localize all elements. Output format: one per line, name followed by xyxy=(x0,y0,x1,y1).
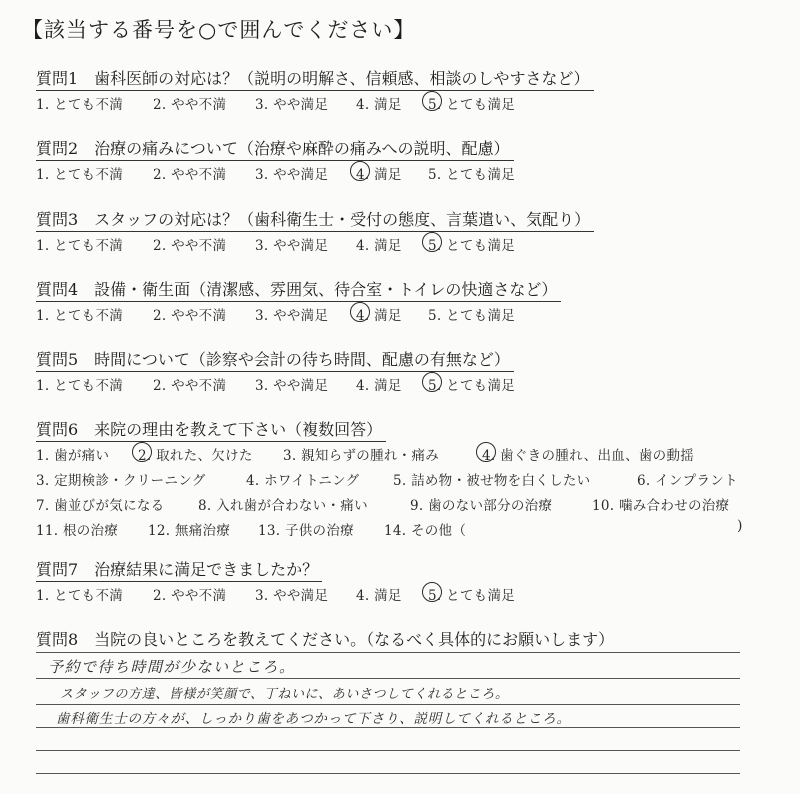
q7-option-2[interactable]: 2. やや不満 xyxy=(153,588,227,604)
question-2 xyxy=(36,136,514,161)
q4-option-2[interactable]: 2. やや不満 xyxy=(153,308,227,324)
q6-option-fillings[interactable]: 5. 詰め物・被せ物を白くしたい xyxy=(393,473,591,489)
q5-option-5[interactable]: 5. とても満足 xyxy=(428,378,516,394)
q2-option-1[interactable]: 1. とても不満 xyxy=(36,167,124,183)
q4-option-3[interactable]: 3. やや満足 xyxy=(255,308,329,324)
q1-option-4[interactable]: 4. 満足 xyxy=(356,97,402,113)
q6-other-close-paren: ) xyxy=(737,518,743,534)
q7-option-3[interactable]: 3. やや満足 xyxy=(255,588,329,604)
q6-option-4[interactable]: 4. 歯ぐきの腫れ、出血、歯の動揺 xyxy=(482,448,695,464)
question-8-title: 質問8 当院の良いところを教えてください。（なるべく具体的にお願いします） xyxy=(36,630,615,649)
question-5 xyxy=(36,347,514,372)
question-5-title: 質問5 時間について（診察や会計の待ち時間、配慮の有無など） xyxy=(36,347,514,372)
q3-option-5[interactable]: 5. とても満足 xyxy=(428,238,516,254)
question-2-title: 質問2 治療の痛みについて（治療や麻酔の痛みへの説明、配慮） xyxy=(36,136,514,161)
q1-selection-circle xyxy=(422,91,442,111)
q5-option-4[interactable]: 4. 満足 xyxy=(356,378,402,394)
question-1-title: 質問1 歯科医師の対応は？（説明の明解さ、信頼感、相談のしやすさなど） xyxy=(36,66,594,91)
q3-option-2[interactable]: 2. やや不満 xyxy=(153,238,227,254)
q6-option-14-other[interactable]: 14. その他（ xyxy=(384,523,467,539)
q5-option-1[interactable]: 1. とても不満 xyxy=(36,378,124,394)
question-7 xyxy=(36,557,322,582)
q1-option-3[interactable]: 3. やや満足 xyxy=(255,97,329,113)
answer-line-1 xyxy=(36,652,740,653)
q7-option-1[interactable]: 1. とても不満 xyxy=(36,588,124,604)
q5-selection-circle xyxy=(422,372,442,392)
answer-line-3 xyxy=(36,704,740,705)
handwritten-answer-2: スタッフの方達、皆様が笑顔で、丁ねいに、あいさつしてくれるところ。 xyxy=(60,687,509,702)
question-8 xyxy=(36,627,618,651)
question-7-title: 質問7 治療結果に満足できましたか？ xyxy=(36,557,322,582)
question-3-title: 質問3 スタッフの対応は？（歯科衛生士・受付の態度、言葉遣い、気配り） xyxy=(36,207,594,232)
q2-selection-circle xyxy=(350,161,370,181)
q6-selection-circle-2 xyxy=(132,442,152,462)
q6-option-whitening[interactable]: 4. ホワイトニング xyxy=(246,473,360,489)
q1-option-1[interactable]: 1. とても不満 xyxy=(36,97,124,113)
q6-selection-circle-4 xyxy=(476,442,496,462)
handwritten-answer-1: 予約で待ち時間が少ないところ。 xyxy=(48,658,296,676)
q6-option-12[interactable]: 12. 無痛治療 xyxy=(148,523,231,539)
q5-option-3[interactable]: 3. やや満足 xyxy=(255,378,329,394)
q3-selection-circle xyxy=(422,232,442,252)
q4-option-1[interactable]: 1. とても不満 xyxy=(36,308,124,324)
question-1 xyxy=(36,66,594,91)
q1-option-5[interactable]: 5. とても満足 xyxy=(428,97,516,113)
q6-option-1[interactable]: 1. 歯が痛い xyxy=(36,448,110,464)
handwritten-answer-3: 歯科衛生士の方々が、しっかり歯をあつかって下さり、説明してくれるところ。 xyxy=(56,711,571,727)
q2-option-4[interactable]: 4. 満足 xyxy=(356,167,402,183)
question-4-title: 質問4 設備・衛生面（清潔感、雰囲気、待合室・トイレの快適さなど） xyxy=(36,277,561,302)
answer-line-2 xyxy=(36,678,740,679)
q1-option-2[interactable]: 2. やや不満 xyxy=(153,97,227,113)
q4-option-4[interactable]: 4. 満足 xyxy=(356,308,402,324)
q3-option-3[interactable]: 3. やや満足 xyxy=(255,238,329,254)
q7-selection-circle xyxy=(422,582,442,602)
q6-option-11[interactable]: 11. 根の治療 xyxy=(36,523,119,539)
page-header: 【該当する番号を○で囲んでください】 xyxy=(22,18,416,42)
q3-option-1[interactable]: 1. とても不満 xyxy=(36,238,124,254)
question-4 xyxy=(36,277,561,302)
q6-option-3[interactable]: 3. 親知らずの腫れ・痛み xyxy=(283,448,440,464)
answer-line-5 xyxy=(36,750,740,751)
q4-selection-circle xyxy=(350,302,370,322)
q4-option-5[interactable]: 5. とても満足 xyxy=(428,308,516,324)
q2-option-2[interactable]: 2. やや不満 xyxy=(153,167,227,183)
question-6-title: 質問6 来院の理由を教えて下さい（複数回答） xyxy=(36,417,386,442)
q2-option-3[interactable]: 3. やや満足 xyxy=(255,167,329,183)
q7-option-5[interactable]: 5. とても満足 xyxy=(428,588,516,604)
q6-option-checkup[interactable]: 3. 定期検診・クリーニング xyxy=(36,473,206,489)
q6-option-8[interactable]: 8. 入れ歯が合わない・痛い xyxy=(198,498,368,514)
q6-option-10[interactable]: 10. 噛み合わせの治療 xyxy=(592,498,730,514)
answer-line-6 xyxy=(36,773,740,774)
q2-option-5[interactable]: 5. とても満足 xyxy=(428,167,516,183)
question-6 xyxy=(36,417,386,442)
q7-option-4[interactable]: 4. 満足 xyxy=(356,588,402,604)
q6-option-implant[interactable]: 6. インプラント xyxy=(637,473,738,489)
q5-option-2[interactable]: 2. やや不満 xyxy=(153,378,227,394)
q6-option-7[interactable]: 7. 歯並びが気になる xyxy=(36,498,165,514)
q6-option-13[interactable]: 13. 子供の治療 xyxy=(258,523,354,539)
q6-option-2[interactable]: 2. 取れた、欠けた xyxy=(138,448,253,464)
q6-option-9[interactable]: 9. 歯のない部分の治療 xyxy=(410,498,553,514)
q3-option-4[interactable]: 4. 満足 xyxy=(356,238,402,254)
question-3 xyxy=(36,207,594,232)
answer-line-4 xyxy=(36,727,740,728)
